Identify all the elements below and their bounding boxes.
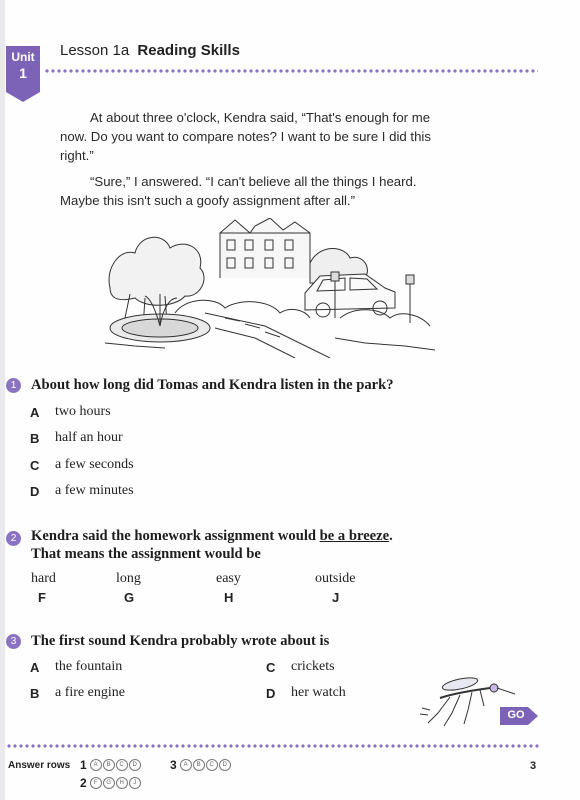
q2-option-h-text: easy: [216, 571, 241, 586]
q1-option-c-letter: C: [30, 458, 40, 473]
q3-option-d-letter: D: [266, 686, 276, 701]
q1-option-b-letter: B: [30, 431, 40, 446]
answer-row-3: [170, 758, 232, 772]
q1-option-c-text: a few seconds: [55, 457, 134, 472]
question-2-text-after: .: [389, 528, 393, 544]
answer-bubble[interactable]: D: [219, 759, 231, 771]
answer-row-2-number: 2: [80, 776, 87, 790]
answer-bubble[interactable]: B: [193, 759, 205, 771]
answer-bubble[interactable]: A: [90, 759, 102, 771]
question-1-text: About how long did Tomas and Kendra listen in the park?: [31, 377, 394, 393]
story-paragraph-2: [60, 172, 440, 210]
q2-option-g-letter: G: [124, 590, 135, 605]
q2-option-g-text: long: [116, 571, 141, 586]
q3-option-c-text: crickets: [291, 659, 335, 674]
answer-row-3-number: 3: [170, 758, 177, 772]
q1-option-b-text: half an hour: [55, 430, 123, 445]
answer-bubble[interactable]: B: [103, 759, 115, 771]
question-1-number: 1: [6, 378, 21, 393]
answer-rows-label: Answer rows: [8, 760, 71, 771]
lesson-label: Lesson 1a: [60, 42, 130, 59]
q3-option-a-text: the fountain: [55, 659, 123, 674]
q2-option-f-letter: F: [38, 590, 46, 605]
q2-option-h-letter: H: [224, 590, 234, 605]
page-edge: [0, 0, 5, 800]
header-dotted-divider: [44, 69, 538, 73]
answer-bubble[interactable]: G: [103, 777, 115, 789]
unit-tab: [6, 46, 40, 92]
story-paragraph-1-text: At about three o'clock, Kendra said, “That's enough for me now. Do you want to compare notes? I want to be sure I did this right.”: [60, 110, 431, 163]
answer-bubble[interactable]: F: [90, 777, 102, 789]
q2-option-f-text: hard: [31, 571, 56, 586]
q3-option-d-text: her watch: [291, 685, 346, 700]
q3-option-b-letter: B: [30, 686, 40, 701]
question-3-number: 3: [6, 634, 21, 649]
question-2-text-line2: That means the assignment would be: [31, 546, 261, 562]
answer-bubble[interactable]: C: [206, 759, 218, 771]
q3-option-c-letter: C: [266, 660, 276, 675]
answer-bubble[interactable]: H: [116, 777, 128, 789]
answer-bubble[interactable]: A: [180, 759, 192, 771]
lesson-name: Reading Skills: [137, 42, 240, 59]
question-3-text: The first sound Kendra probably wrote about is: [31, 633, 330, 649]
page-number: 3: [530, 760, 537, 772]
answer-bubble[interactable]: C: [116, 759, 128, 771]
question-2-text: [31, 527, 393, 546]
answer-bubble[interactable]: J: [129, 777, 141, 789]
q1-option-d-letter: D: [30, 484, 40, 499]
answer-row-2: [80, 776, 142, 790]
story-paragraph-1: [60, 108, 440, 165]
question-2-text-before: Kendra said the homework assignment would: [31, 528, 320, 544]
answer-row-1-number: 1: [80, 758, 87, 772]
q1-option-a-text: two hours: [55, 404, 111, 419]
q2-option-j-text: outside: [315, 571, 356, 586]
park-scene-illustration: [105, 218, 435, 358]
question-2-underlined-phrase: be a breeze: [319, 528, 390, 544]
q3-option-b-text: a fire engine: [55, 685, 125, 700]
answer-bubble[interactable]: D: [129, 759, 141, 771]
q1-option-d-text: a few minutes: [55, 483, 134, 498]
answer-row-1: [80, 758, 142, 772]
story-paragraph-2-text: “Sure,” I answered. “I can't believe all the things I heard. Maybe this isn't such a goofy assignment after all.”: [60, 174, 417, 208]
q2-option-j-letter: J: [332, 590, 340, 605]
q3-option-a-letter: A: [30, 660, 40, 675]
footer-dotted-divider: [6, 744, 540, 748]
question-2-number: 2: [6, 531, 21, 546]
q1-option-a-letter: A: [30, 405, 40, 420]
unit-number: 1: [19, 65, 27, 81]
lesson-title: [60, 42, 240, 59]
unit-word: Unit: [11, 50, 35, 64]
go-label: GO: [507, 709, 525, 721]
